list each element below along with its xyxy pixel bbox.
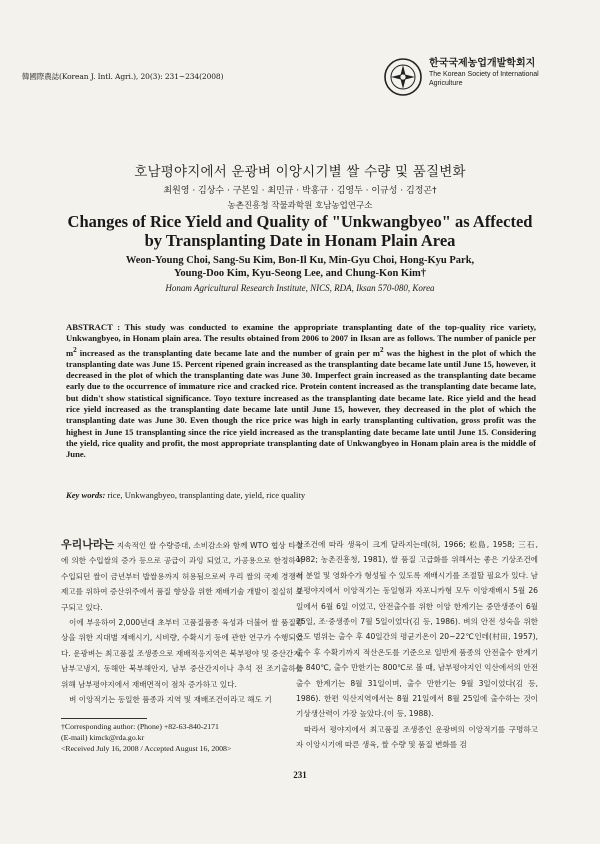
footnote-line: (E-mail) kimck@rda.go.kr xyxy=(61,733,145,742)
keywords-label: Key words: xyxy=(66,490,106,500)
keywords xyxy=(66,490,536,500)
abstract-label: ABSTRACT : xyxy=(66,322,121,332)
body-column-left xyxy=(61,537,303,707)
footnote-line: †Corresponding author: (Phone) +82-63-840-2171 xyxy=(61,722,219,731)
superscript-2: 2 xyxy=(73,345,77,354)
paragraph: 따라서 평야지에서 최고품질 조생종인 운광벼의 이앙적기를 구명하고자 이앙시기에 따른 생육, 쌀 수량 및 품질 변화를 검 xyxy=(296,724,538,750)
authors-korean: 최원영 · 김상수 · 구본일 · 최민규 · 박홍규 · 김영두 · 이규성 · 김정곤† xyxy=(163,186,437,196)
affiliation-korean: 농촌진흥청 작물과학원 호남농업연구소 xyxy=(227,201,373,211)
abstract-text-2: increased as the transplanting date became late and the number of grain per m xyxy=(76,347,380,358)
body-column-right xyxy=(296,537,538,753)
title-english-line2: by Transplanting Date in Honam Plain Area xyxy=(144,231,456,250)
keywords-text: rice, Unkwangbyeo, transplanting date, yield, rice quality xyxy=(105,490,306,500)
authors-english xyxy=(50,254,550,280)
society-name-en-line2: Agriculture xyxy=(429,80,463,87)
society-logo-icon xyxy=(383,57,423,97)
title-english-line1: Changes of Rice Yield and Quality of "Unkwangbyeo" as Affected xyxy=(67,212,533,231)
authors-english-line2: Young-Doo Kim, Kyu-Seong Lee, and Chung-Kon Kim† xyxy=(173,268,427,279)
paragraph: 벼 이앙적기는 동일한 품종과 지역 및 재배조건이라고 해도 기 xyxy=(69,695,272,705)
society-name-ko: 한국국제농업개발학회지 xyxy=(429,58,536,69)
paragraph xyxy=(61,537,303,615)
society-name xyxy=(429,57,589,88)
superscript-2: 2 xyxy=(379,345,384,354)
authors-english-line1: Weon-Young Choi, Sang-Su Kim, Bon-Il Ku, Min-Gyu Choi, Hong-Kyu Park, xyxy=(125,255,475,266)
title-english xyxy=(50,212,550,250)
abstract-text-3: was the highest in the plot of which the transplanting date was June 15. Percent ripened grain increased as the transplanting date became late until June 15, however, it decreased in the plot of which the transplanting date was June 30. Imperfect grain increased as the transplanting date became early due to the occurrence of immature rice and cracked rice. Protein content increased as the transplanting date became late, but didn't show statistical significance. Toyo texture increased as the transplanting date became late. Rice yield and the head rice yield increased as the transplanting date became late until June 15, however, they decreased in the plot of which the transplanting date was June 30. Even though the rice price was high in early transplanting cultivation, gross profit was the highest in June 15 transplanting since the rice yield increased as the transplanting date became late until June 15. Considering the yield, rice quality and profit, the most appropriate transplanting date of Unkwangbyeo in Honam plain area is the middle of June. xyxy=(66,347,536,460)
paragraph-text: 지속적인 쌀 수량증대, 소비감소와 함께 WTO 협상 타결에 의한 수입쌀의 증가 등으로 공급이 과잉 되었고, 가공용으로 한정하여 수입되던 쌀이 금년부터 밥쌀용까지 허용됨으로써 우리 쌀의 국제 경쟁력 제고를 위하여 증산위주에서 품질 향상을 위한 재배기술 개발이 절실히 요구되고 있다. xyxy=(61,541,303,612)
abstract-text-1: This study was conducted to examine the appropriate transplanting date of the top-quality rice variety, Unkwangbyeo, in Honam plain area. The results obtained from 2006 to 2007 in Iksan are as follows. The number of panicle per m xyxy=(66,322,536,358)
title-korean: 호남평야지에서 운광벼 이앙시기별 쌀 수량 및 품질변화 xyxy=(134,164,466,180)
journal-citation: 韓國際農誌(Korean J. Intl. Agri.), 20(3): 231~234(2008) xyxy=(22,72,224,81)
society-name-en-line1: The Korean Society of International xyxy=(429,71,539,78)
page-number: 231 xyxy=(293,770,307,780)
footnote-line: <Received July 16, 2008 / Accepted August 16, 2008> xyxy=(61,744,232,753)
lead-word: 우리나라는 xyxy=(61,538,115,551)
footnote-divider xyxy=(61,718,147,719)
footnote xyxy=(61,721,301,754)
paragraph: 이에 부응하여 2,000년대 초부터 고품질품종 육성과 더불어 쌀 품질향상을 위한 지대별 재배시기, 시비량, 수확시기 등에 관한 연구가 수행되었다. 운광벼는 최고품질 조생종으로 재배적응지역은 북부평야 및 중산간지, 남부고냉지, 동해안 북부해안지, 남부 중산간지이나 추석 전 조기출하를 위해 남부평야지에서 재배면적이 점차 증가하고 있다. xyxy=(61,618,303,689)
abstract xyxy=(66,322,536,460)
affiliation-english: Honam Agricultural Research Institute, NICS, RDA, Iksan 570-080, Korea xyxy=(165,283,435,293)
paragraph: 상조건에 따라 생육이 크게 달라지는데(허, 1966; 松島, 1958; 三石, 1982; 농촌진흥청, 1981), 쌀 품질 고급화를 위해서는 좋은 기상조건에서 분얼 및 영화수가 형성될 수 있도록 재배시기를 조절할 필요가 있다. 남부평야지에서 이앙적기는 동일형과 자포니카형 모두 이앙재배시 5월 26일에서 6월 6일 이었고, 안전출수를 위한 이앙 한계기는 중만생종이 6월 25일, 조·중생종이 7월 5일이었다(김 등, 1986). 벼의 안전 성숙을 위한 온도 범위는 출수 후 40일간의 평균기온이 20~22℃인데(村田, 1957), 출수 후 수확기까지 적산온도를 기준으로 일반계 품종의 안전출수 한계기는 840℃, 출수 만한기는 800℃로 볼 때, 남부평야지인 익산에서의 안전 출수 한계기는 8월 31일이며, 출수 만한기는 9월 3일이었다(김 등, 1986). 한편 익산지역에서는 8월 21일에서 8월 25일에 출수하는 것이 기상생산력이 가장 높았다.(이 등, 1988). xyxy=(296,540,538,719)
